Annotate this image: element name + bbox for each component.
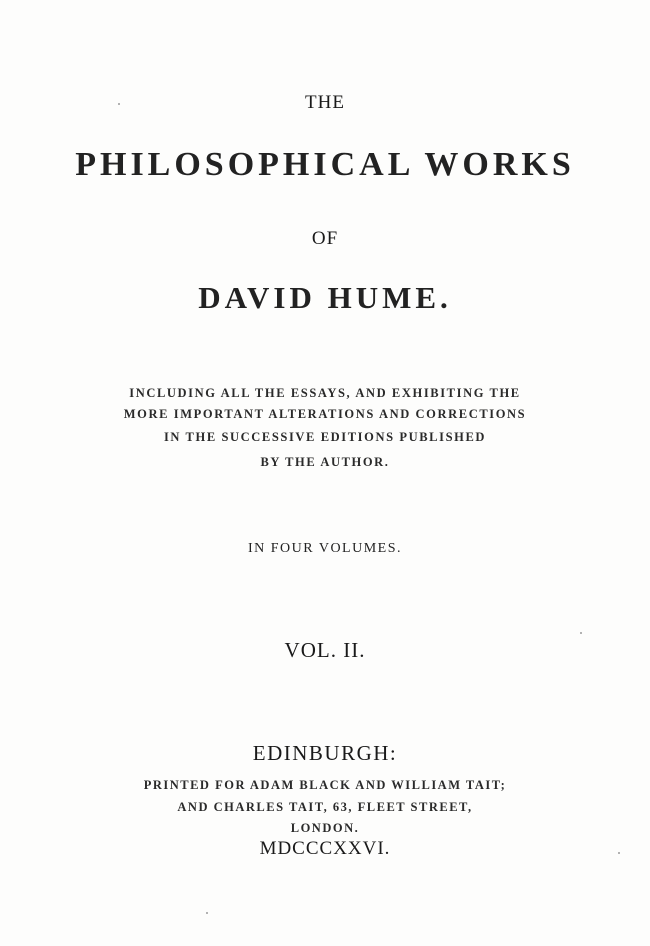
publication-date: MDCCCXXVI. (259, 838, 391, 859)
imprint-line: PRINTED FOR ADAM BLACK AND WILLIAM TAIT; (143, 778, 507, 792)
book-title: PHILOSOPHICAL WORKS (75, 146, 575, 183)
title-preposition: OF (311, 228, 339, 249)
imprint-line: LONDON. (290, 821, 360, 835)
paper-speck (118, 103, 120, 105)
title-article: THE (305, 92, 345, 113)
description-line: IN THE SUCCESSIVE EDITIONS PUBLISHED (163, 430, 487, 444)
publication-city: EDINBURGH: (252, 741, 398, 765)
description-line: INCLUDING ALL THE ESSAYS, AND EXHIBITING THE (129, 386, 521, 400)
paper-speck (580, 632, 582, 634)
description-line: MORE IMPORTANT ALTERATIONS AND CORRECTIONS (123, 407, 527, 421)
paper-speck (206, 912, 208, 914)
imprint-line: AND CHARLES TAIT, 63, FLEET STREET, (177, 800, 473, 814)
description-line: BY THE AUTHOR. (260, 455, 390, 469)
volume-number: VOL. II. (284, 638, 366, 662)
volume-count: IN FOUR VOLUMES. (247, 541, 403, 556)
author-name: DAVID HUME. (198, 280, 452, 315)
paper-speck (618, 852, 620, 854)
